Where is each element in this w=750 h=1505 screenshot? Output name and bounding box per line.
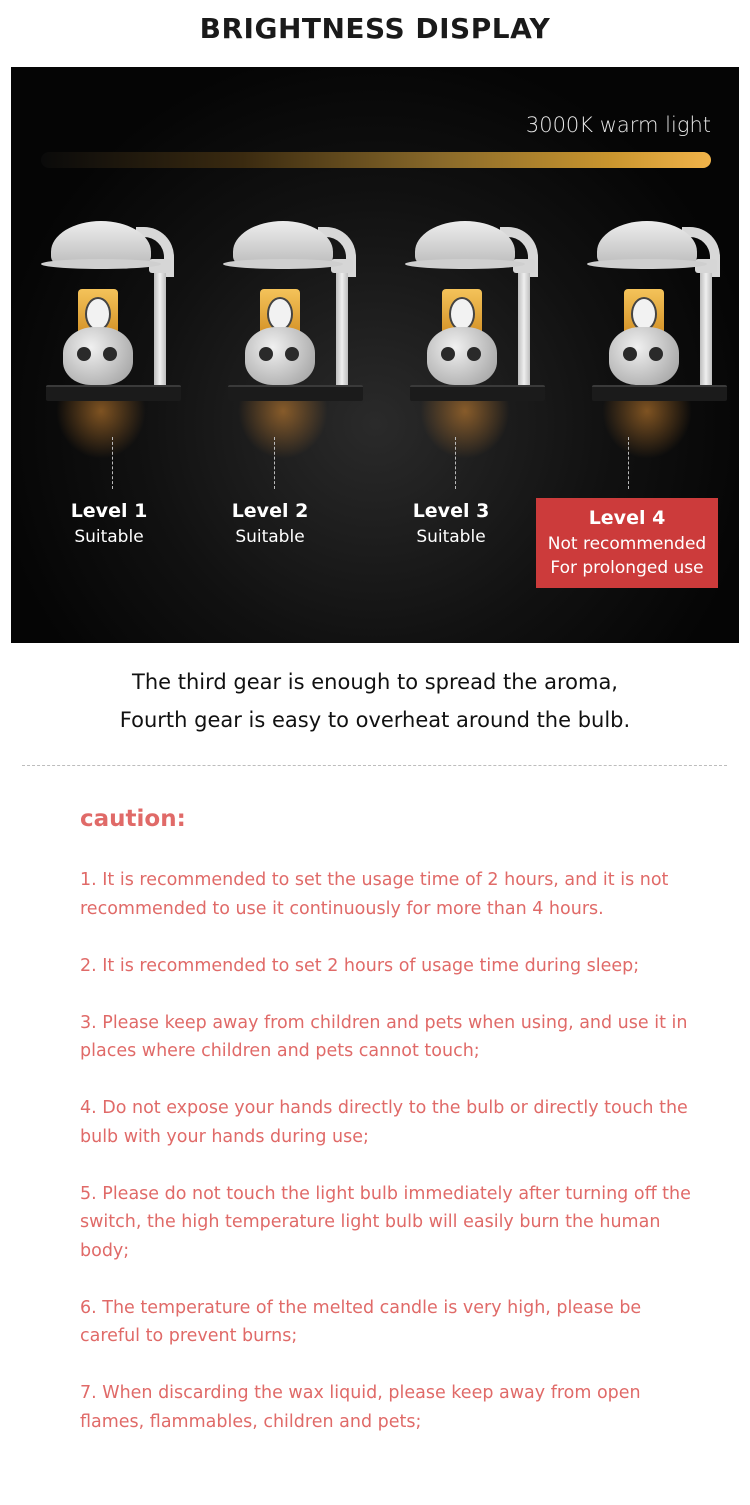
level-4-warning-badge: Level 4 Not recommended For prolonged use xyxy=(536,498,718,588)
lamp-image-level-4 xyxy=(587,207,727,437)
caution-item: 1. It is recommended to set the usage time of 2 hours, and it is not recommended to use it continuously for more than 4 hours. xyxy=(80,870,669,919)
caution-item: 3. Please keep away from children and pets when using, and use it in places where children and pets cannot touch; xyxy=(80,1012,688,1061)
caution-item: 7. When discarding the wax liquid, please keep away from open flames, flammables, children and pets; xyxy=(80,1383,641,1432)
level-2-label: Level 2 Suitable xyxy=(231,500,309,547)
caution-item: 2. It is recommended to set 2 hours of usage time during sleep; xyxy=(80,955,640,976)
brightness-panel xyxy=(11,67,739,643)
caution-list xyxy=(80,866,700,1465)
level-1-label: Level 1 Suitable xyxy=(70,500,148,547)
caution-heading: caution: xyxy=(80,806,186,832)
dashed-line xyxy=(628,437,629,489)
summary-text: The third gear is enough to spread the aroma, Fourth gear is easy to overheat around the bulb. xyxy=(119,670,631,732)
color-temperature-label: 3000K warm light xyxy=(525,113,711,137)
level-3-label: Level 3 Suitable xyxy=(412,500,490,547)
dashed-line xyxy=(112,437,113,489)
lamp-image-level-1 xyxy=(41,207,181,437)
dashed-line xyxy=(274,437,275,489)
brightness-gradient-bar xyxy=(41,152,711,168)
lamp-image-level-2 xyxy=(223,207,363,437)
section-divider xyxy=(22,765,727,766)
lamp-image-level-3 xyxy=(405,207,545,437)
caution-item: 6. The temperature of the melted candle is very high, please be careful to prevent burns; xyxy=(80,1297,642,1346)
page-title: BRIGHTNESS DISPLAY xyxy=(199,12,551,45)
dashed-line xyxy=(455,437,456,489)
caution-item: 4. Do not expose your hands directly to the bulb or directly touch the bulb with your hands during use; xyxy=(80,1098,688,1147)
caution-item: 5. Please do not touch the light bulb immediately after turning off the switch, the high temperature light bulb will easily burn the human body; xyxy=(80,1183,691,1261)
